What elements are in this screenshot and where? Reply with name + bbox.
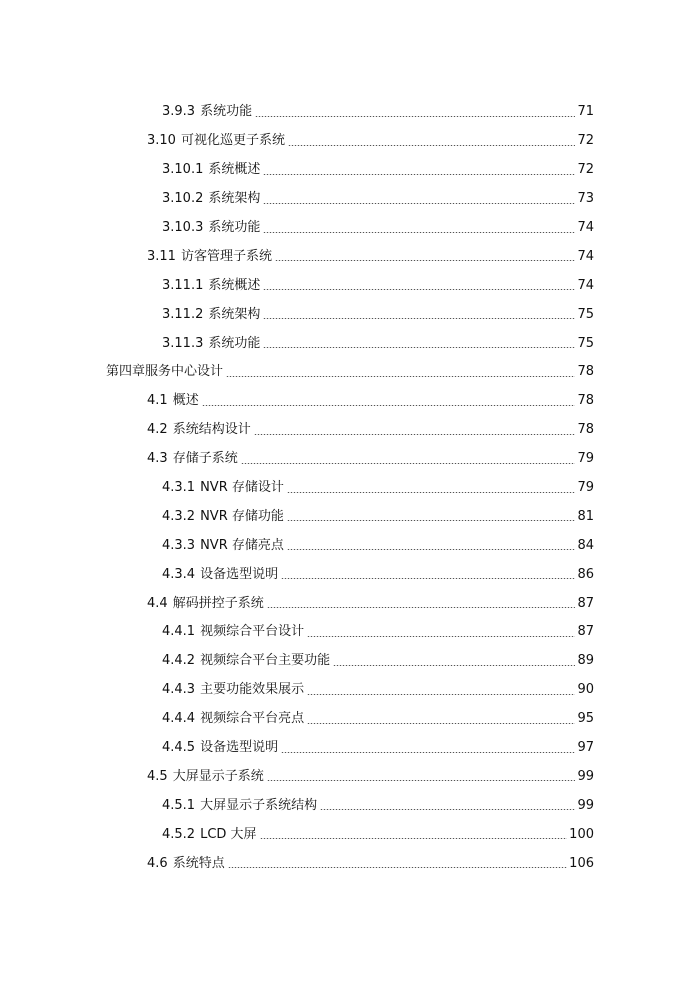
toc-entry-page: 72 — [577, 162, 594, 178]
toc-entry-number: 3.11 — [147, 248, 176, 264]
toc-chapter-entry[interactable] — [0, 358, 700, 387]
toc-entry-page: 106 — [569, 855, 594, 871]
toc-entry-title: 大屏显示子系统结构 — [200, 797, 318, 813]
toc-entry[interactable] — [0, 271, 700, 300]
toc-entry-title: 设备选型说明 — [200, 740, 279, 756]
toc-dot-leader — [263, 318, 575, 319]
toc-entry-page: 72 — [577, 133, 594, 149]
toc-entry-title: NVR 存储功能 — [200, 508, 284, 524]
toc-entry[interactable] — [0, 214, 700, 243]
toc-dot-leader — [228, 867, 567, 868]
toc-entry-number: 4.4 — [147, 595, 168, 611]
toc-entry-title: 视频综合平台亮点 — [200, 711, 305, 727]
toc-entry-page: 97 — [577, 740, 594, 756]
toc-dot-leader — [263, 203, 575, 204]
toc-entry-page: 71 — [577, 104, 594, 120]
toc-dot-leader — [287, 520, 576, 521]
toc-entry[interactable] — [0, 647, 700, 676]
toc-entry-number: 3.10.2 — [162, 191, 204, 207]
toc-entry-page: 79 — [577, 451, 594, 467]
toc-dot-leader — [255, 116, 575, 117]
toc-dot-leader — [263, 289, 575, 290]
toc-entry-title: 视频综合平台设计 — [200, 624, 305, 640]
toc-entry[interactable] — [0, 127, 700, 156]
toc-entry[interactable] — [0, 474, 700, 503]
toc-entry-page: 95 — [577, 711, 594, 727]
toc-entry-number: 3.11.2 — [162, 306, 204, 322]
toc-dot-leader — [241, 463, 576, 464]
toc-entry-number: 4.4.4 — [162, 711, 196, 727]
toc-dot-leader — [307, 694, 575, 695]
toc-dot-leader — [254, 434, 576, 435]
toc-entry-title: 视频综合平台主要功能 — [200, 653, 331, 669]
toc-entry-title: 第四章服务中心设计 — [106, 364, 224, 380]
toc-entry-title: LCD 大屏 — [200, 826, 257, 842]
toc-entry[interactable] — [0, 445, 700, 474]
toc-dot-leader — [226, 376, 575, 377]
toc-entry[interactable] — [0, 734, 700, 763]
toc-dot-leader — [281, 752, 575, 753]
toc-entry[interactable] — [0, 820, 700, 849]
toc-entry[interactable] — [0, 300, 700, 329]
toc-entry-number: 4.4.5 — [162, 740, 196, 756]
toc-entry-title: 概述 — [172, 393, 199, 409]
toc-entry-title: 主要功能效果展示 — [200, 682, 305, 698]
toc-entry-title: 系统结构设计 — [172, 422, 251, 438]
toc-entry-title: 解码拼控子系统 — [172, 595, 264, 611]
toc-entry[interactable] — [0, 531, 700, 560]
toc-entry-title: 系统功能 — [208, 220, 261, 235]
toc-dot-leader — [288, 145, 575, 146]
toc-dot-leader — [260, 838, 568, 839]
toc-dot-leader — [263, 232, 575, 233]
toc-entry-number: 3.10.3 — [162, 220, 204, 235]
toc-entry-number: 4.6 — [147, 855, 168, 871]
table-of-contents — [0, 98, 700, 878]
toc-dot-leader — [263, 174, 575, 175]
toc-entry-title: 系统架构 — [208, 191, 261, 207]
toc-entry-title: 系统概述 — [208, 162, 261, 178]
toc-entry-number: 4.1 — [147, 393, 168, 409]
toc-entry-page: 84 — [577, 537, 594, 553]
toc-entry-page: 74 — [577, 277, 594, 293]
toc-entry-page: 81 — [577, 508, 594, 524]
toc-dot-leader — [307, 636, 575, 637]
toc-entry-title: 设备选型说明 — [200, 566, 279, 582]
toc-entry-page: 87 — [577, 624, 594, 640]
toc-entry-number: 3.10 — [147, 133, 176, 149]
toc-entry-number: 3.11.3 — [162, 335, 204, 351]
toc-entry-page: 73 — [577, 191, 594, 207]
toc-entry-page: 75 — [577, 335, 594, 351]
toc-entry-page: 90 — [577, 682, 594, 698]
toc-entry-page: 78 — [577, 364, 594, 380]
toc-entry-number: 4.3.1 — [162, 480, 196, 496]
toc-entry-page: 86 — [577, 566, 594, 582]
toc-dot-leader — [307, 723, 575, 724]
toc-entry-page: 74 — [577, 220, 594, 235]
toc-entry-title: 系统功能 — [208, 335, 261, 351]
toc-entry-page: 89 — [577, 653, 594, 669]
toc-entry-page: 78 — [577, 422, 594, 438]
toc-entry-page: 75 — [577, 306, 594, 322]
toc-dot-leader — [275, 260, 575, 261]
toc-entry-number: 4.3.4 — [162, 566, 196, 582]
toc-entry-title: 访客管理子系统 — [180, 248, 272, 264]
toc-entry-number: 4.3.3 — [162, 537, 196, 553]
toc-dot-leader — [267, 780, 576, 781]
toc-entry-page: 79 — [577, 480, 594, 496]
toc-entry-number: 4.5.1 — [162, 797, 196, 813]
toc-entry[interactable] — [0, 589, 700, 618]
toc-entry[interactable] — [0, 762, 700, 791]
toc-entry[interactable] — [0, 242, 700, 271]
toc-entry-title: NVR 存储亮点 — [200, 537, 284, 553]
toc-entry[interactable] — [0, 185, 700, 214]
toc-entry-number: 4.4.3 — [162, 682, 196, 698]
toc-entry-title: 大屏显示子系统 — [172, 768, 264, 784]
toc-dot-leader — [320, 809, 575, 810]
toc-dot-leader — [281, 578, 575, 579]
toc-entry[interactable] — [0, 98, 700, 127]
toc-entry-title: 存储子系统 — [172, 451, 238, 467]
toc-entry-page: 74 — [577, 248, 594, 264]
toc-entry-number: 4.2 — [147, 422, 168, 438]
toc-entry-number: 4.4.1 — [162, 624, 196, 640]
toc-entry-page: 99 — [577, 768, 594, 784]
toc-entry[interactable] — [0, 329, 700, 358]
toc-entry-title: 系统特点 — [172, 855, 225, 871]
toc-entry-number: 3.9.3 — [162, 104, 196, 120]
toc-entry[interactable] — [0, 156, 700, 185]
toc-dot-leader — [202, 405, 576, 406]
toc-entry[interactable] — [0, 560, 700, 589]
toc-entry-title: 系统概述 — [208, 277, 261, 293]
toc-entry-page: 87 — [577, 595, 594, 611]
toc-entry-number: 3.11.1 — [162, 277, 204, 293]
toc-entry-number: 4.4.2 — [162, 653, 196, 669]
toc-entry-page: 78 — [577, 393, 594, 409]
toc-entry[interactable] — [0, 676, 700, 705]
toc-entry-number: 4.3.2 — [162, 508, 196, 524]
toc-entry-number: 4.3 — [147, 451, 168, 467]
toc-entry[interactable] — [0, 416, 700, 445]
toc-entry-page: 100 — [569, 826, 594, 842]
toc-dot-leader — [333, 665, 575, 666]
toc-entry-title: 系统架构 — [208, 306, 261, 322]
toc-entry[interactable] — [0, 502, 700, 531]
toc-dot-leader — [287, 492, 576, 493]
toc-entry[interactable] — [0, 849, 700, 878]
toc-entry[interactable] — [0, 387, 700, 416]
toc-entry-number: 4.5 — [147, 768, 168, 784]
toc-entry[interactable] — [0, 791, 700, 820]
toc-dot-leader — [267, 607, 576, 608]
toc-entry[interactable] — [0, 705, 700, 734]
toc-entry-title: 系统功能 — [200, 104, 253, 120]
toc-entry-number: 4.5.2 — [162, 826, 196, 842]
toc-entry-title: 可视化巡更子系统 — [180, 133, 285, 149]
toc-entry-page: 99 — [577, 797, 594, 813]
toc-entry[interactable] — [0, 618, 700, 647]
toc-entry-number: 3.10.1 — [162, 162, 204, 178]
toc-dot-leader — [287, 549, 576, 550]
toc-dot-leader — [263, 347, 575, 348]
toc-entry-title: NVR 存储设计 — [200, 480, 284, 496]
